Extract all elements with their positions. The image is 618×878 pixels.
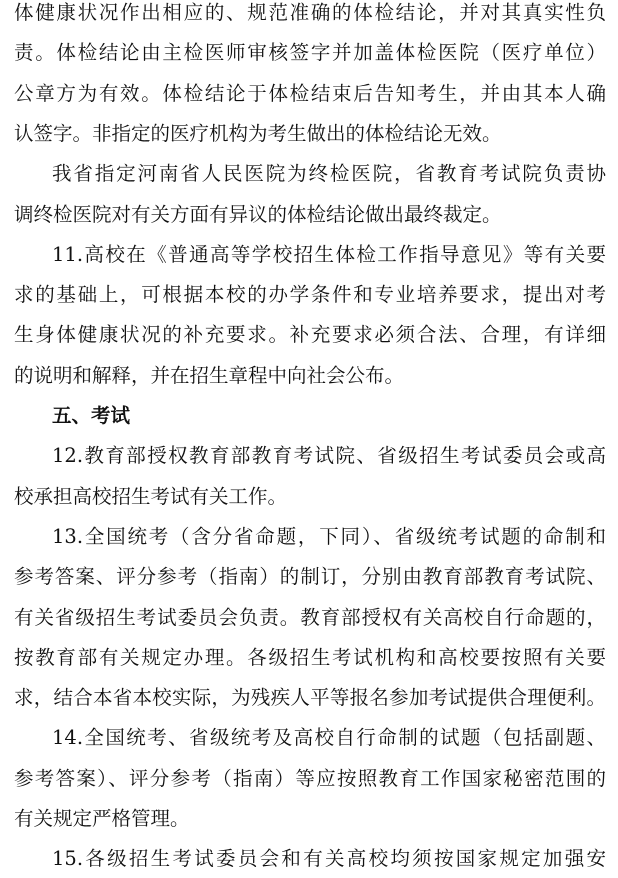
section-heading: 五、考试 — [52, 404, 131, 427]
text-line: 校承担高校招生考试有关工作。 — [14, 485, 288, 508]
text-line: 11.高校在《普通高等学校招生体检工作指导意见》等有关要 — [52, 243, 606, 266]
text-line: 有关规定严格管理。 — [14, 807, 190, 830]
text-line: 体健康状况作出相应的、规范准确的体检结论，并对其真实性负 — [14, 1, 606, 24]
text-line: 15.各级招生考试委员会和有关高校均须按国家规定加强安 — [52, 847, 606, 870]
text-line: 调终检医院对有关方面有异议的体检结论做出最终裁定。 — [14, 203, 502, 226]
text-line: 参考答案、评分参考（指南）的制订，分别由教育部教育考试院、 — [14, 565, 606, 588]
text-line: 14.全国统考、省级统考及高校自行命制的试题（包括副题、 — [52, 726, 606, 749]
text-line: 按教育部有关规定办理。各级招生考试机构和高校要按照有关要 — [14, 646, 606, 669]
text-line: 生身体健康状况的补充要求。补充要求必须合法、合理，有详细 — [14, 323, 606, 346]
text-line: 认签字。非指定的医疗机构为考生做出的体检结论无效。 — [14, 122, 502, 145]
text-line: 13.全国统考（含分省命题，下同）、省级统考试题的命制和 — [52, 525, 606, 548]
text-line: 求，结合本省本校实际，为残疾人平等报名参加考试提供合理便利。 — [14, 686, 606, 709]
text-line: 有关省级招生考试委员会负责。教育部授权有关高校自行命题的， — [14, 606, 606, 629]
text-line: 12.教育部授权教育部教育考试院、省级招生考试委员会或高 — [52, 444, 606, 467]
text-line: 求的基础上，可根据本校的办学条件和专业培养要求，提出对考 — [14, 283, 606, 306]
text-line: 我省指定河南省人民医院为终检医院，省教育考试院负责协 — [52, 162, 606, 185]
text-line: 公章方为有效。体检结论于体检结束后告知考生，并由其本人确 — [14, 82, 606, 105]
text-line: 参考答案）、评分参考（指南）等应按照教育工作国家秘密范围的 — [14, 767, 606, 790]
text-line: 责。体检结论由主检医师审核签字并加盖体检医院（医疗单位） — [14, 41, 606, 64]
text-line: 的说明和解释，并在招生章程中向社会公布。 — [14, 364, 405, 387]
